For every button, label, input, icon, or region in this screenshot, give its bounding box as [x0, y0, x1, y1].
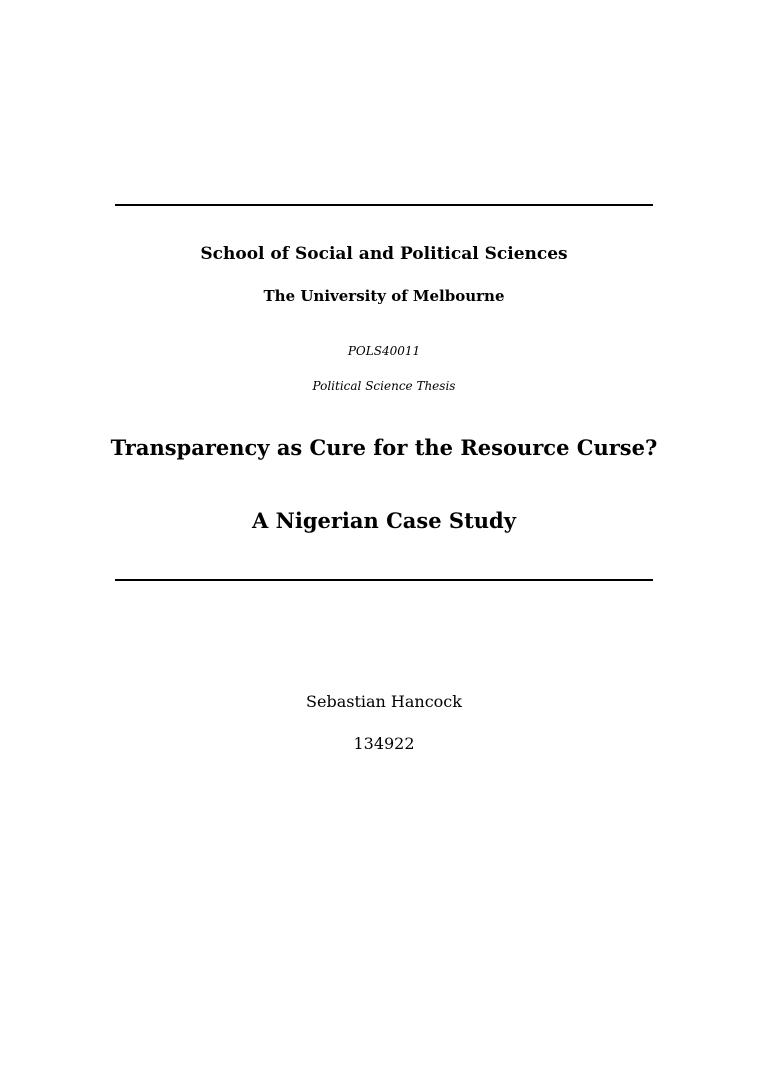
- thesis-subtitle: A Nigerian Case Study: [252, 508, 516, 533]
- top-horizontal-rule: [115, 204, 653, 206]
- bottom-horizontal-rule: [115, 579, 653, 581]
- school-name: School of Social and Political Sciences: [200, 244, 568, 264]
- author-name: Sebastian Hancock: [306, 692, 462, 711]
- course-name: Political Science Thesis: [312, 379, 456, 393]
- thesis-title: Transparency as Cure for the Resource Curse?: [110, 435, 658, 460]
- student-id: 134922: [353, 734, 415, 753]
- university-name: The University of Melbourne: [263, 287, 505, 305]
- course-code: POLS40011: [347, 344, 421, 358]
